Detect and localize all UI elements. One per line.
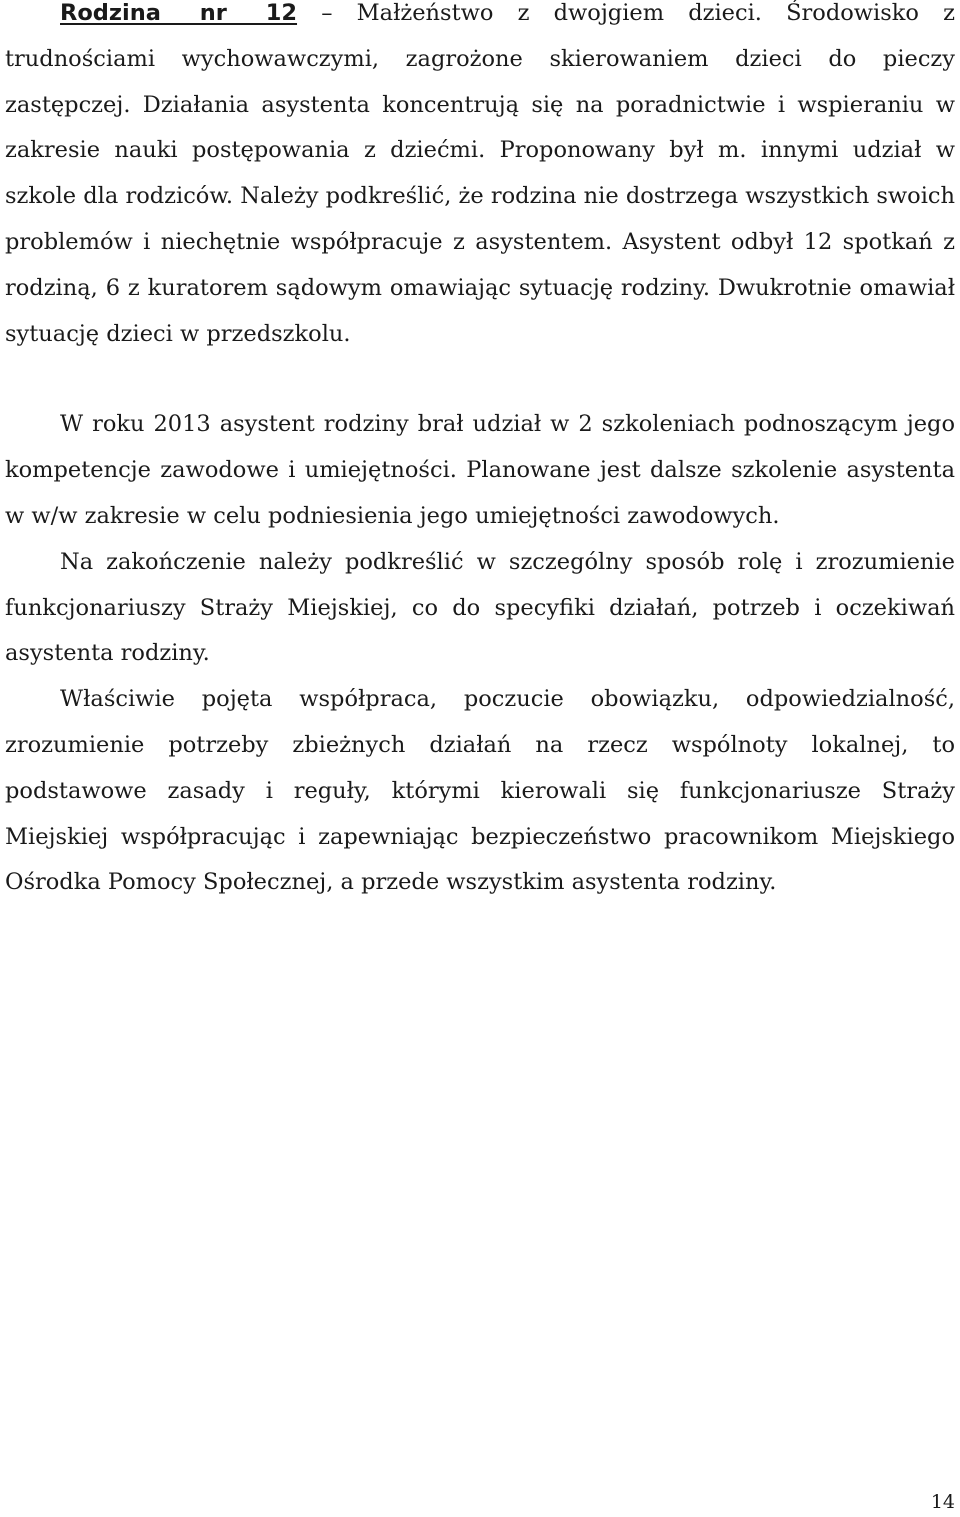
paragraph-cooperation: Właściwie pojęta współpraca, poczucie obowiązku, odpowiedzialność, zrozumienie potrzeby zbieżnych działań na rzecz wspólnoty lokalnej, to podstawowe zasady i reguły, którymi kierowali się funkcjonariusze Straży Miejskiej współpracując i zapewniając bezpieczeństwo pracownikom Miejskiego Ośrodka Pomocy Społecznej, a przede wszystkim asystenta rodziny. — [5, 686, 955, 896]
paragraph-family-12 — [5, 0, 955, 357]
paragraph-family-12-text: – Małżeństwo z dwojgiem dzieci. Środowisko z trudnościami wychowawczymi, zagrożone skierowaniem dzieci do pieczy zastępczej. Działania asystenta koncentrują się na poradnictwie i wspieraniu w zakresie nauki postępowania z dziećmi. Proponowany był m. innymi udział w szkole dla rodziców. Należy podkreślić, że rodzina nie dostrzega wszystkich swoich problemów i niechętnie współpracuje z asystentem. Asystent odbył 12 spotkań z rodziną, 6 z kuratorem sądowym omawiając sytuację rodziny. Dwukrotnie omawiał sytuację dzieci w przedszkolu. — [5, 0, 955, 347]
paragraph-conclusion: Na zakończenie należy podkreślić w szczególny sposób rolę i zrozumienie funkcjonariuszy Straży Miejskiej, co do specyfiki działań, potrzeb i oczekiwań asystenta rodziny. — [5, 548, 955, 667]
document-page — [5, 0, 955, 906]
family-label: Rodzina nr 12 — [60, 0, 298, 26]
page-number: 14 — [930, 1491, 955, 1513]
paragraph-training: W roku 2013 asystent rodziny brał udział w 2 szkoleniach podnoszącym jego kompetencje zawodowe i umiejętności. Planowane jest dalsze szkolenie asystenta w w/w zakresie w celu podniesienia jego umiejętności zawodowych. — [5, 411, 955, 529]
